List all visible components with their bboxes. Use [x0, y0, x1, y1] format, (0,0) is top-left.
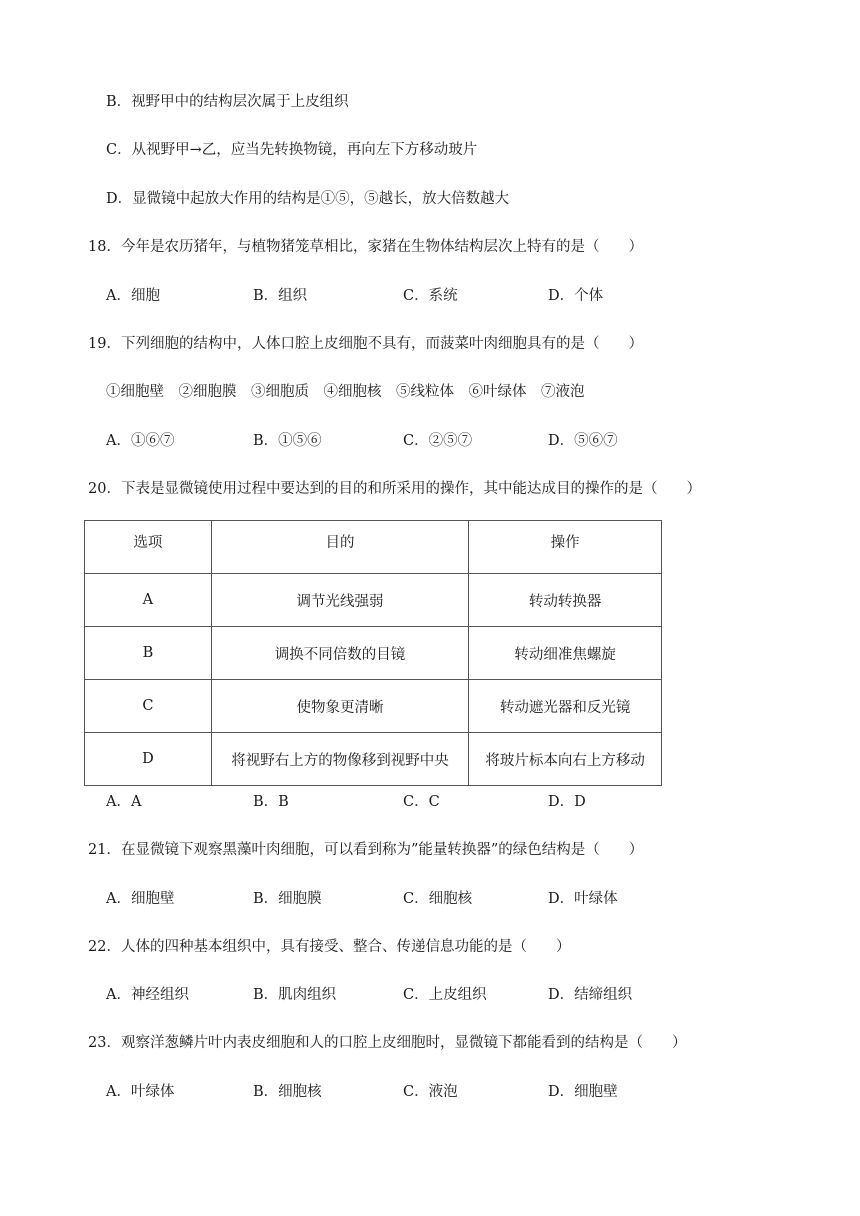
q23-stem: 23．观察洋葱鳞片叶内表皮细胞和人的口腔上皮细胞时，显微镜下都能看到的结构是（ ）: [88, 1035, 687, 1051]
table-cell: 调换不同倍数的目镜: [211, 627, 469, 680]
q22-option-d: D．结缔组织: [548, 987, 633, 1003]
table-cell: C: [85, 680, 212, 733]
table-row: [85, 574, 662, 627]
q20-option-b: B．B: [253, 794, 289, 810]
table-header-cell: 目的: [211, 521, 469, 574]
q22-option-c: C．上皮组织: [403, 987, 487, 1003]
q19-option-a: A．①⑥⑦: [106, 433, 175, 449]
table-cell: 转动转换器: [469, 574, 662, 627]
q18-option-a: A．细胞: [106, 288, 160, 304]
q22-stem: 22．人体的四种基本组织中，具有接受、整合、传递信息功能的是（ ）: [88, 939, 571, 955]
table-row: [85, 627, 662, 680]
table-cell: 转动细准焦螺旋: [469, 627, 662, 680]
q23-option-a: A．叶绿体: [106, 1084, 175, 1100]
q17-option-d: D．显微镜中起放大作用的结构是①⑤，⑤越长，放大倍数越大: [106, 191, 510, 207]
q19-option-c: C．②⑤⑦: [403, 433, 473, 449]
q18-option-c: C．系统: [403, 288, 458, 304]
table-cell: D: [85, 733, 212, 786]
q18-option-b: B．组织: [253, 288, 308, 304]
q19-stem: 19．下列细胞的结构中，人体口腔上皮细胞不具有，而菠菜叶肉细胞具有的是（ ）: [88, 336, 643, 352]
q17-option-c: C．从视野甲→乙，应当先转换物镜，再向左下方移动玻片: [106, 142, 478, 158]
q21-stem: 21．在显微镜下观察黑藻叶肉细胞，可以看到称为”能量转换器”的绿色结构是（ ）: [88, 842, 644, 858]
q20-option-d: D．D: [548, 794, 586, 810]
table-cell: 使物象更清晰: [211, 680, 469, 733]
q19-option-d: D．⑤⑥⑦: [548, 433, 618, 449]
q22-option-a: A．神经组织: [106, 987, 189, 1003]
table-row: [85, 680, 662, 733]
table-header-row: [85, 521, 662, 574]
q23-option-c: C．液泡: [403, 1084, 458, 1100]
table-cell: 将视野右上方的物像移到视野中央: [211, 733, 469, 786]
q22-option-b: B．肌肉组织: [253, 987, 337, 1003]
microscope-operation-table: [84, 520, 662, 786]
q21-option-a: A．细胞壁: [106, 891, 175, 907]
table-header-cell: 操作: [469, 521, 662, 574]
q18-stem: 18．今年是农历猪年，与植物猪笼草相比，家猪在生物体结构层次上特有的是（ ）: [88, 239, 643, 255]
table-cell: B: [85, 627, 212, 680]
q21-option-b: B．细胞膜: [253, 891, 322, 907]
q20-stem: 20．下表是显微镜使用过程中要达到的目的和所采用的操作，其中能达成目的操作的是（ ）: [88, 481, 701, 497]
q21-option-d: D．叶绿体: [548, 891, 618, 907]
q23-option-d: D．细胞壁: [548, 1084, 618, 1100]
q17-option-b: B．视野甲中的结构层次属于上皮组织: [106, 94, 349, 110]
q23-option-b: B．细胞核: [253, 1084, 322, 1100]
table-cell: 调节光线强弱: [211, 574, 469, 627]
q18-option-d: D．个体: [548, 288, 604, 304]
q20-option-c: C．C: [403, 794, 440, 810]
q19-option-b: B．①⑤⑥: [253, 433, 322, 449]
table-cell: A: [85, 574, 212, 627]
q21-option-c: C．细胞核: [403, 891, 473, 907]
table-cell: 转动遮光器和反光镜: [469, 680, 662, 733]
table-cell: 将玻片标本向右上方移动: [469, 733, 662, 786]
q20-option-a: A．A: [106, 794, 142, 810]
table-row: [85, 733, 662, 786]
q19-structures-list: ①细胞壁 ②细胞膜 ③细胞质 ④细胞核 ⑤线粒体 ⑥叶绿体 ⑦液泡: [106, 384, 585, 400]
table-header-cell: 选项: [85, 521, 212, 574]
